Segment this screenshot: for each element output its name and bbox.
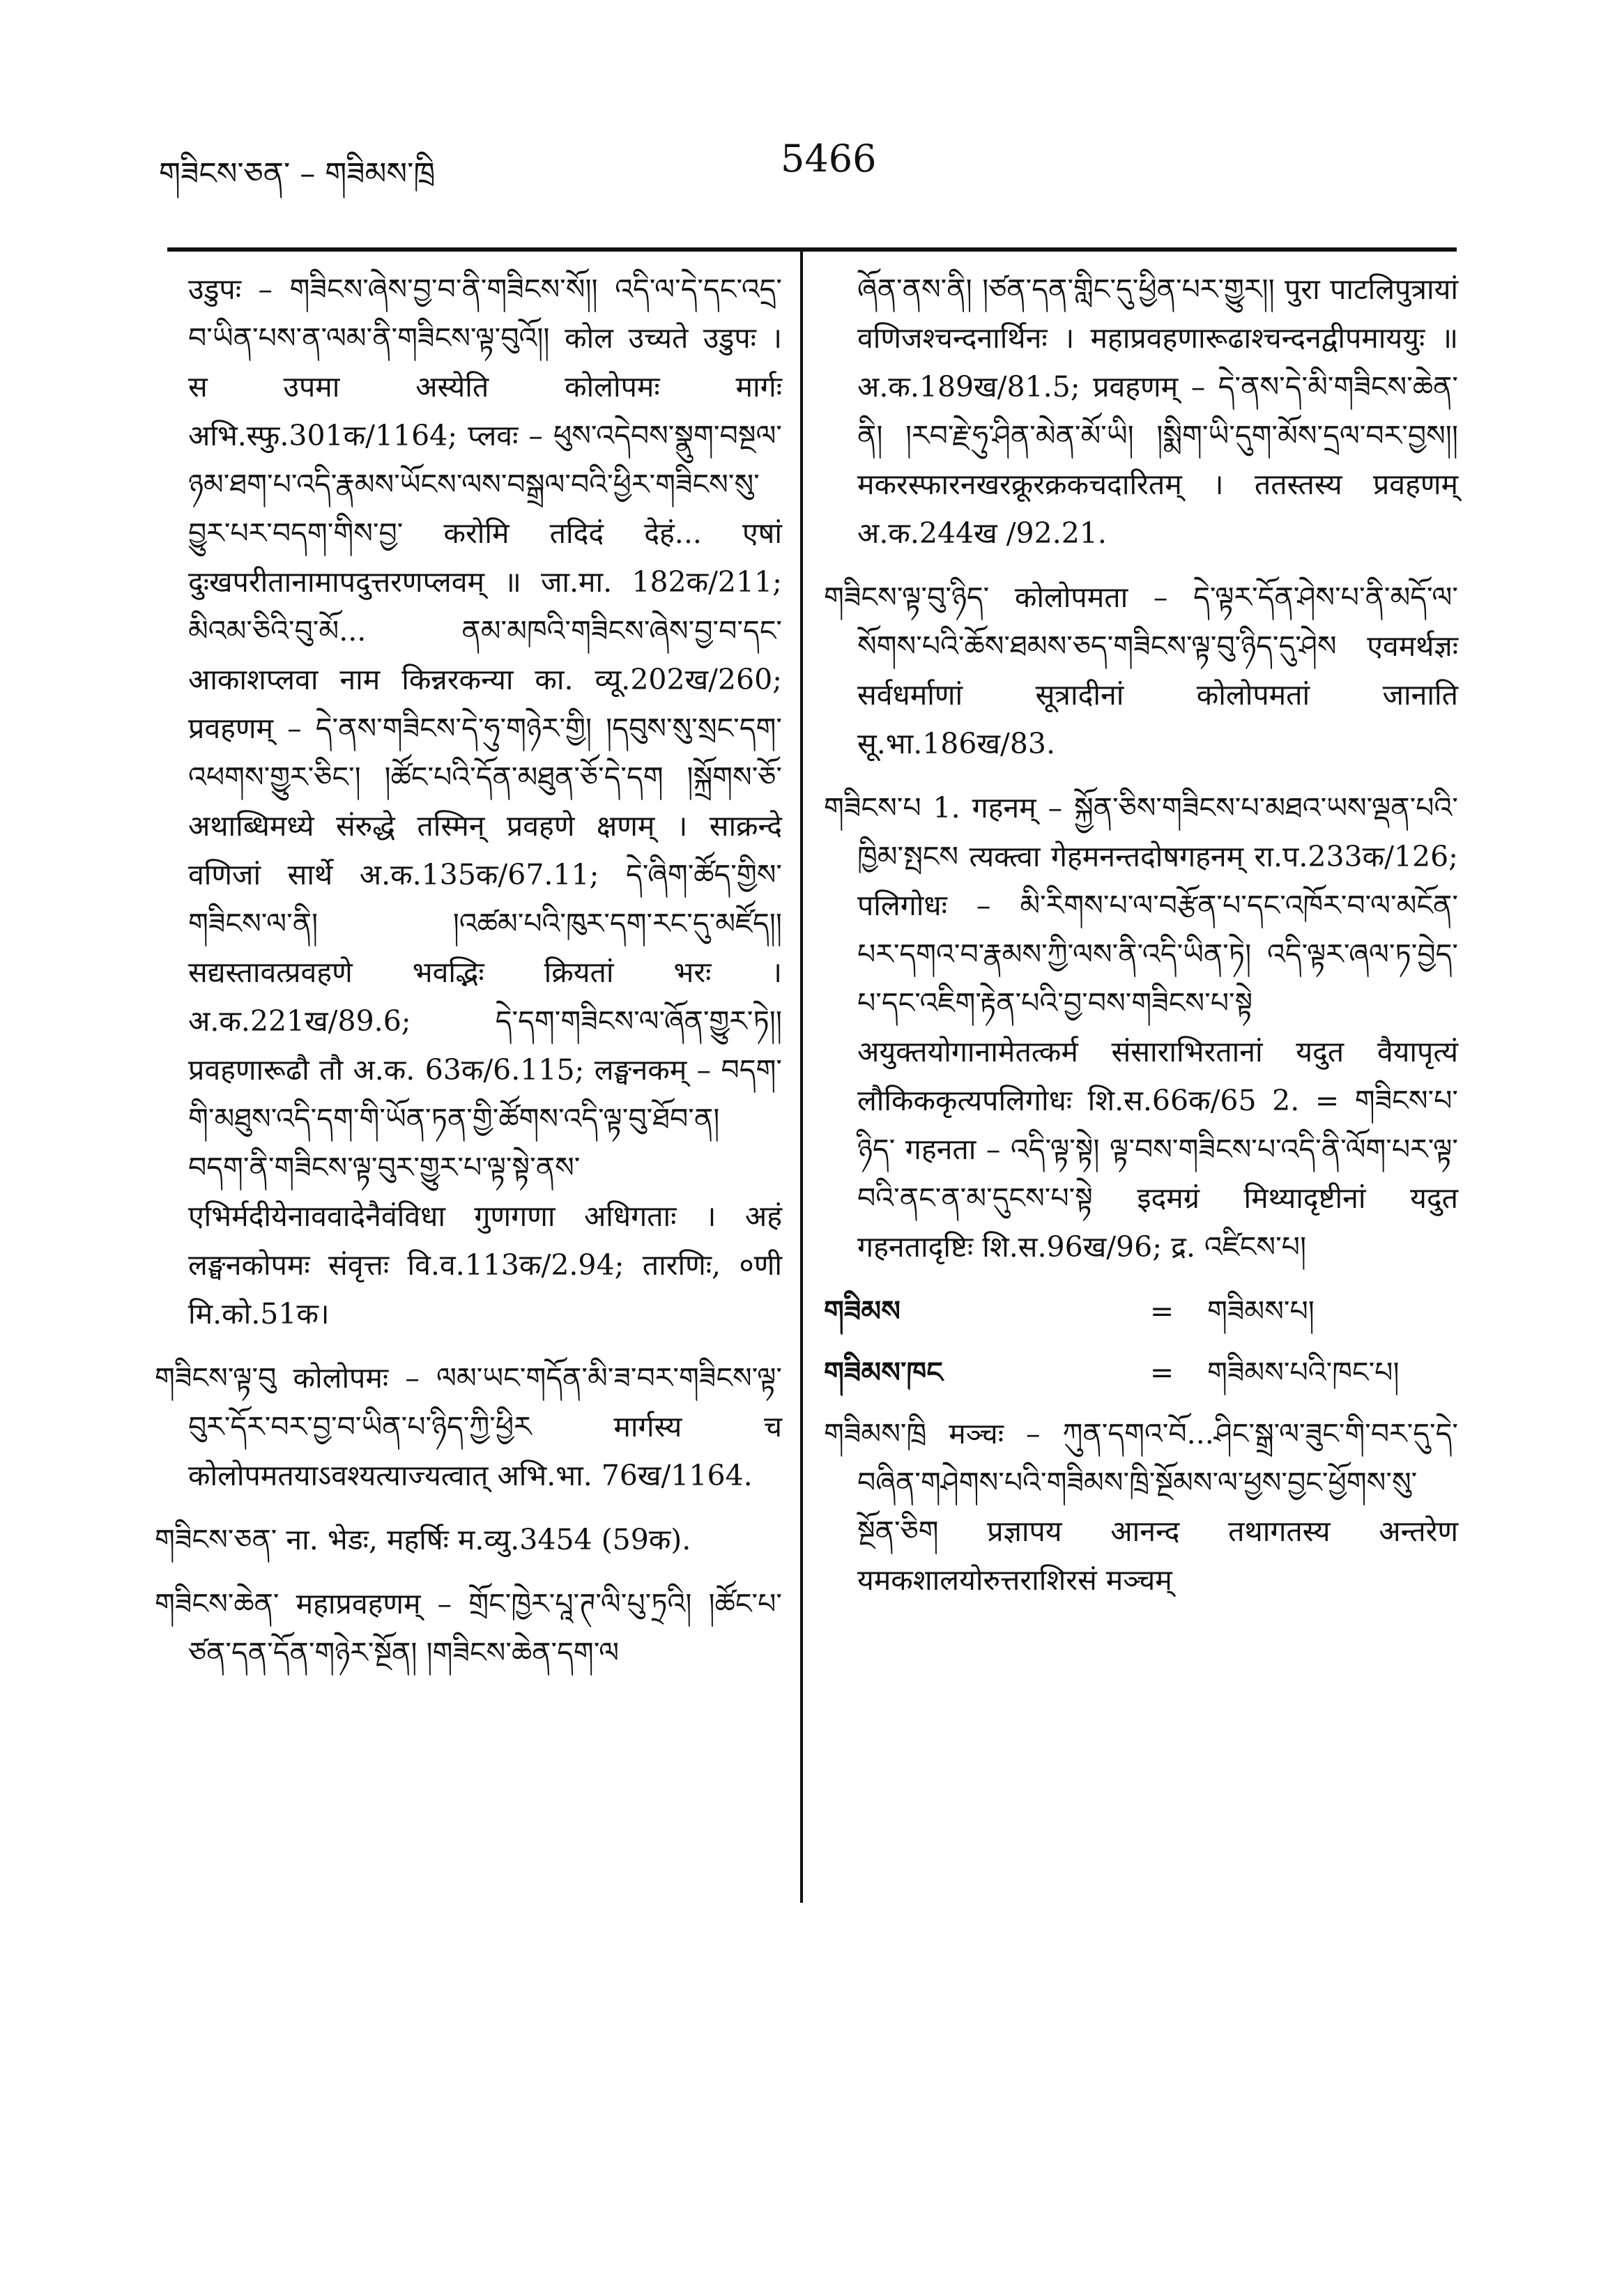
dictionary-entry: གཟིངས་པ 1. गहनम् – སྐྱོན་ཅིས་གཟིངས་པ་མཐའ་ཡས་ལྡན་པའི་ཁྱིམ་སྤངས त्यक्त्वा गेहमनन्तदोषगहनम् रा.प.233क/126; पलिगोधः – མི་རིགས་པ་ལ་བརྩོན་པ་དང་འཁོར་བ་ལ་མངོན་པར་དགའ་བ་རྣམས་ཀྱི་ལས་ནི་འདི་ཡིན་ཏེ། འདི་ལྟར་ཞལ་ཏ་བྱེད་པ་དང་འཇིག་རྟེན་པའི་བྱ་བས་གཟིངས་པ་སྟེ अयुक्तयोगानामेतत्कर्म संसाराभिरतानां यदुत वैयापृत्यं लौकिककृत्यपलिगोधः शि.स.66क/65 2. = གཟིངས་པ་ཉིད་ गहनता – འདི་ལྟ་སྟེ། ལྟ་བས་གཟིངས་པ་འདི་ནི་ལོག་པར་ལྟ་བའི་ནང་ན་མ་དུངས་པ་སྟེ इदमग्रं मिथ्यादृष्टीनां यदुत गहनतादृष्टिः शि.स.96ख/96; द्र. འཛིངས་པ། (824, 791, 1458, 1264)
dictionary-entry: ཞོན་ནས་ནི། །ཙན་དན་གླིང་དུ་ཕྱིན་པར་གྱུར།། पुरा पाटलिपुत्रायां वणिजश्चन्दनार्थिनः । महाप्रवहणारूढाश्चन्दनद्वीपमाययुः ॥ अ.क.189ख/81.5; प्रवहणम् – དེ་ནས་དེ་མི་གཟིངས་ཆེན་ནི། །རབ་རྗེ་ཧུ་ཤིན་མེན་མོ་ཡི། །སྨིག་ཡི་དུག་མོས་དྲལ་བར་བྱས།། मकरस्फारनखरक्रूरक्रकचदारितम् । ततस्तस्य प्रवहणम् अ.क.244ख /92.21. (857, 273, 1458, 550)
cross-reference-target: གཟིམས་པ། (1207, 1294, 1315, 1328)
cross-reference-term: གཟིམས (824, 1294, 901, 1328)
dictionary-entry: གཟིངས་ཅན་ ना. भेडः, महर्षिः म.व्यु.3454 (59क). (155, 1523, 691, 1556)
left-column (155, 265, 782, 1692)
cross-reference (824, 1287, 1458, 1335)
cross-reference-target: གཟིམས་པའི་ཁང་པ། (1207, 1356, 1400, 1389)
dictionary-entry: उडुपः – གཟིངས་ཞེས་བྱ་བ་ནི་གཟིངས་སོ།། འདི་ལ་དེ་དང་འདྲ་བ་ཡིན་པས་ན་ལམ་ནི་གཟིངས་ལྟ་བུའོ།། कोल उच्यते उडुपः । स उपमा अस्येति कोलोपमः मार्गः अभि.स्फु.301क/1164; प्लवः – ཕུས་འདེབས་སྣུག་བསྔལ་ཉམ་ཐག་པ་འདི་རྣམས་ཡོངས་ལས་བསྒྲལ་བའི་ཕྱིར་གཟིངས་སུ་བྱུར་པར་བདག་གིས་བྱ་ करोमि तदिदं देहं... एषां दुःखपरीतानामापदुत्तरणप्लवम् ॥ जा.मा. 182क/211; མིའམ་ཅིའི་བུ་མོ... ནམ་མཁའི་གཟིངས་ཞེས་བྱ་བ་དང་ आकाशप्लवा नाम किन्नरकन्या का. व्यू.202ख/260; प्रवहणम् – དེ་ནས་གཟིངས་དེ་ཧུ་གཉེར་གྱི། །དབུས་སུ་སྲང་དག་འཕགས་གྱུར་ཅིང་། །ཚོང་པའི་དོན་མཐུན་ཅོ་དེ་དག །སྐྲོགས་ཅོ་ अथाब्धिमध्ये संरुद्धे तस्मिन् प्रवहणे क्षणम् । साक्रन्दे वणिजां सार्थे अ.क.135क/67.11; དེ་ཞིག་ཚོད་གྱིས་གཟིངས་ལ་ནི། །འཚམ་པའི་ཁུར་དག་རང་དུ་མཛོད།། सद्यस्तावत्प्रवहणे भवद्भिः क्रियतां भरः । अ.क.221ख/89.6; དེ་དག་གཟིངས་ལ་ཞོན་གྱུར་ཏེ།། प्रवहणारूढौ तौ अ.क. 63क/6.115; लङ्घनकम् – བདག་གི་མཐུས་འདི་དག་གི་ཡོན་ཏན་གྱི་ཚོགས་འདི་ལྟ་བུ་ཐོབ་ན། བདག་ནི་གཟིངས་ལྟ་བུར་གྱུར་པ་ལྟ་སྟེ་ནས་ एभिर्मदीयेनाववादेनैवंविधा गुणगणा अधिगताः । अहं लङ्घनकोपमः संवृत्तः वि.व.113क/2.94; तारणिः, ०णी मि.को.51क। (188, 273, 782, 1331)
page-number: 5466 (781, 137, 877, 181)
dictionary-entry: གཟིམས་ཁྲི मञ्चः – ཀུན་དགའ་བོ...ཤིང་སྒྲ་ལ་ཟུང་གི་བར་དུ་དེ་བཞིན་གཤེགས་པའི་གཟིམས་ཁྲི་སྔོམས་ལ་ཕྱས་བྱང་ཕྱོགས་སུ་སྔོན་ཅིག प्रज्ञापय आनन्द तथागतस्य अन्तरेण यमकशालयोरुत्तराशिरसं मञ्चम् (824, 1417, 1458, 1597)
cross-reference (824, 1348, 1458, 1397)
dictionary-entry: གཟིངས་ལྟ་བུ कोलोपमः – ལམ་ཡང་གདོན་མི་ཟ་བར་གཟིངས་ལྟ་བུར་དོར་བར་བྱ་བ་ཡིན་པ་ཉིད་ཀྱི་ཕྱིར मार्गस्य च कोलोपमतयाऽवश्यत्याज्यत्वात् अभि.भा. 76ख/1164. (155, 1361, 782, 1492)
dictionary-entry: གཟིངས་ཆེན་ महाप्रवहणम् – གྲོང་ཁྱེར་པཱ་ཊ་ལི་པུ་ཏྲའི། །ཚོང་པ་ཙན་དན་དོན་གཉེར་སྔོན། །གཟིངས་ཆེན་དག་ལ (155, 1587, 782, 1669)
header-rule (167, 247, 1457, 252)
dictionary-entry: གཟིངས་ལྟ་བུ་ཉིད་ कोलोपमता – དེ་ལྟར་དོན་ཤེས་པ་ནི་མདོ་ལ་སོགས་པའི་ཆོས་ཐམས་ཅད་གཟིངས་ལྟ་བུ་ཉིད་དུ་ཤེས एवमर्थज्ञः सर्वधर्माणां सूत्रादीनां कोलोपमतां जानाति सू.भा.186ख/83. (824, 581, 1458, 760)
cross-reference-equals: = (1149, 1294, 1174, 1328)
cross-reference-term: གཟིམས་ཁང (824, 1356, 943, 1389)
right-column (824, 265, 1458, 1620)
column-divider (800, 251, 803, 1903)
cross-reference-equals: = (1149, 1356, 1174, 1389)
running-header: གཟིངས་ཅན་ – གཟིམས་ཁྲི (159, 156, 436, 192)
